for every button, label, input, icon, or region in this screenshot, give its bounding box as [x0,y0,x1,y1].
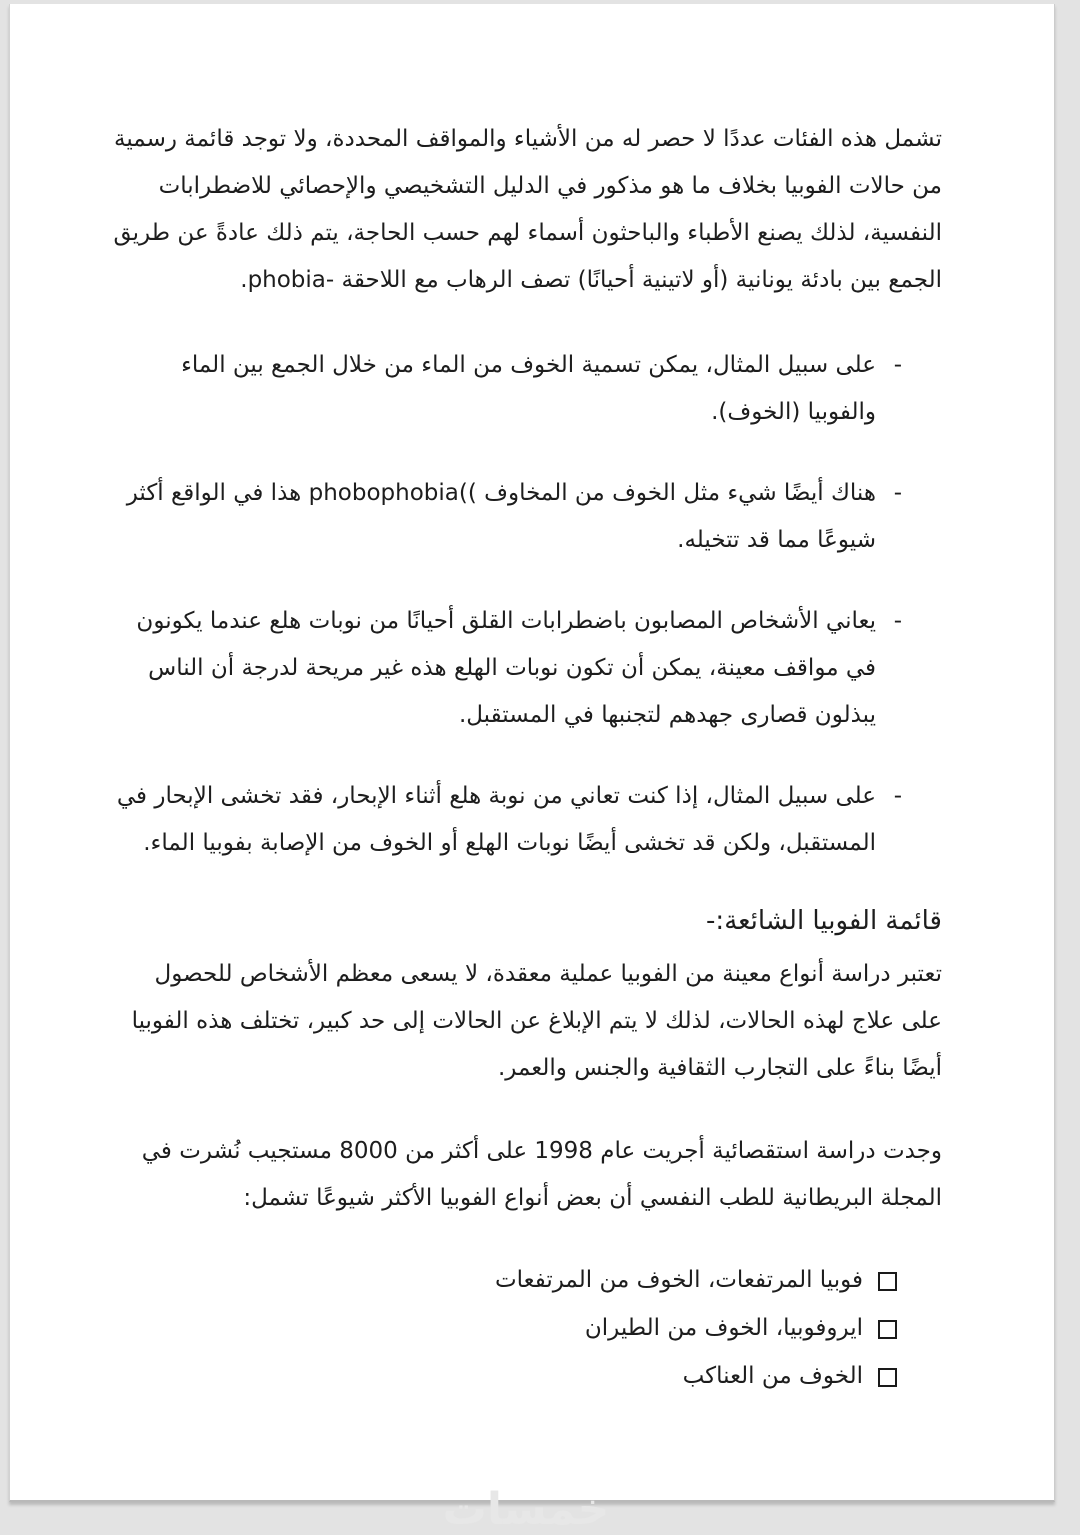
list-item [110,470,902,564]
list-item-text: على سبيل المثال، إذا كنت تعاني من نوبة هلع أثناء الإبحار، فقد تخشى الإبحار في المستقبل، ولكن قد تخشى أيضًا نوبات الهلع أو الخوف من الإصابة بفوبيا الماء. [116,783,876,856]
checklist-item [110,1256,897,1304]
section-heading: قائمة الفوبيا الشائعة:- [706,906,942,936]
watermark-logo: خمسات [442,1484,610,1535]
phobia-checklist [110,1256,942,1400]
list-item [110,598,902,739]
list-item-text: يعاني الأشخاص المصابون باضطرابات القلق أحيانًا من نوبات هلع عندما يكونون في مواقف معينة، يمكن أن تكون نوبات الهلع هذه غير مريحة لدرجة أن الناس يبذلون قصارى جهدهم لتجنبها في المستقبل. [136,608,876,728]
dash-bullet-marker: - [893,352,902,378]
empty-checkbox-icon [878,1272,897,1291]
study-paragraph: تعتبر دراسة أنواع معينة من الفوبيا عملية معقدة، لا يسعى معظم الأشخاص للحصول على علاج لهذه الحالات، لذلك لا يتم الإبلاغ عن الحالات إلى حد كبير، تختلف هذه الفوبيا أيضًا بناءً على التجارب الثقافية والجنس والعمر. [131,961,942,1081]
dash-bullet-marker: - [893,783,902,809]
checklist-item-label: ايروفوبيا، الخوف من الطيران [584,1314,863,1341]
intro-paragraph: تشمل هذه الفئات عددًا لا حصر له من الأشياء والمواقف المحددة، ولا توجد قائمة رسمية من حالات الفوبيا بخلاف ما هو مذكور في الدليل التشخيصي والإحصائي للاضطرابات النفسية، لذلك يصنع الأطباء والباحثون أسماء لهم حسب الحاجة، يتم ذلك عادةً عن طريق الجمع بين بادئة يونانية (أو لاتينية أحيانًا) تصف الرهاب مع اللاحقة -phobia. [113,126,942,293]
empty-checkbox-icon [878,1368,897,1387]
document-page [9,4,1055,1535]
checklist-item-label: فوبيا المرتفعات، الخوف من المرتفعات [494,1266,863,1293]
list-item [110,342,902,436]
list-item [110,773,902,867]
checklist-item [110,1352,897,1400]
list-item-text: هناك أيضًا شيء مثل الخوف من المخاوف ))phobophobia هذا في الواقع أكثر شيوعًا مما قد تتخيله. [126,480,876,553]
empty-checkbox-icon [878,1320,897,1339]
survey-paragraph: وجدت دراسة استقصائية أجريت عام 1998 على أكثر من 8000 مستجيب نُشرت في المجلة البريطانية للطب النفسي أن بعض أنواع الفوبيا الأكثر شيوعًا تشمل: [141,1138,942,1211]
document-content [10,4,1054,1534]
checklist-item [110,1304,897,1352]
dash-bullet-marker: - [893,608,902,634]
checklist-item-label: الخوف من العناكب [682,1362,863,1389]
dash-bullet-list [110,342,942,867]
dash-bullet-marker: - [893,480,902,506]
list-item-text: على سبيل المثال، يمكن تسمية الخوف من الماء من خلال الجمع بين الماء والفوبيا (الخوف). [181,352,876,425]
